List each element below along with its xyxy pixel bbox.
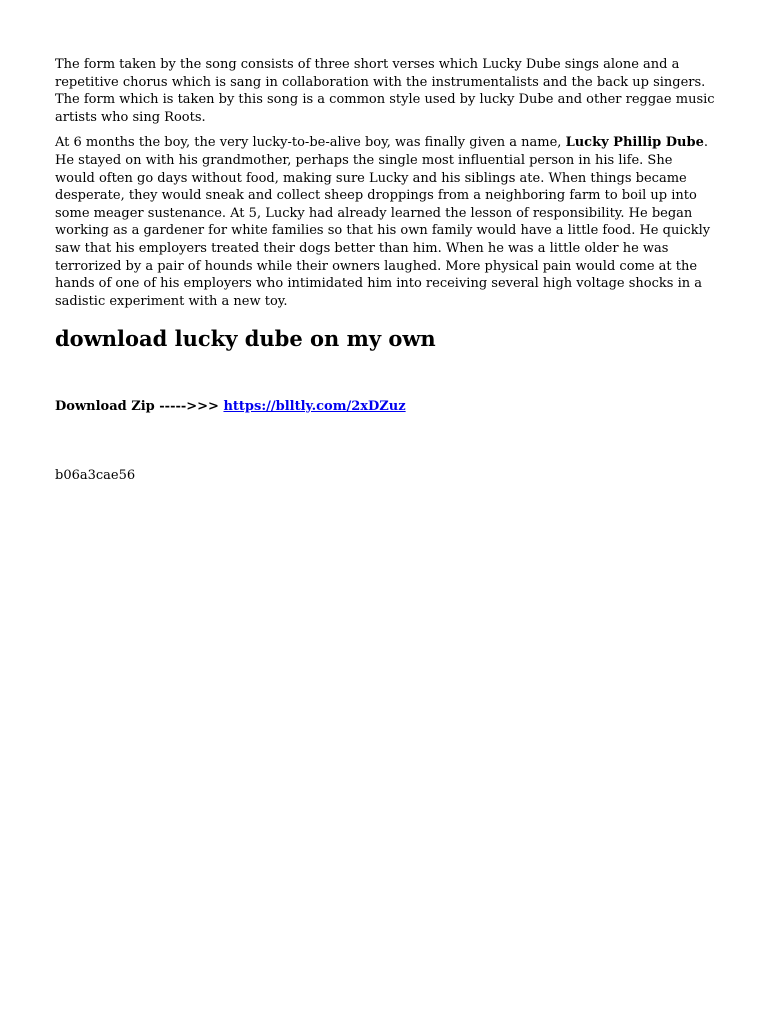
page-heading: download lucky dube on my own <box>55 326 436 352</box>
paragraph-biography-intro: At 6 months the boy, the very lucky-to-be-alive boy, was finally given a name, <box>55 135 566 151</box>
paragraph-song-form: The form taken by the song consists of three short verses which Lucky Dube sings alone and a repetitive chorus which is sang in collaboration with the instrumentalists and the back up singers. The form which is taken by this song is a common style used by lucky Dube and other reggae music artists who sing Roots. <box>55 57 715 125</box>
paragraph-biography <box>55 134 715 310</box>
download-label: Download Zip ----->>> <box>55 399 224 415</box>
download-line <box>55 398 715 416</box>
bold-name: Lucky Phillip Dube <box>565 135 704 151</box>
hash-text: b06a3cae56 <box>55 467 136 483</box>
document-body <box>55 56 715 485</box>
download-link[interactable]: https://blltly.com/2xDZuz <box>223 399 406 415</box>
paragraph-biography-rest: . He stayed on with his grandmother, perhaps the single most influential person in his life. She would often go days without food, making sure Lucky and his siblings ate. When things became desperate, they would sneak and collect sheep droppings from a neighboring farm to boil up into some meager sustenance. At 5, Lucky had already learned the lesson of responsibility. He began working as a gardener for white families so that his own family would have a little food. He quickly saw that his employers treated their dogs better than him. When he was a little older he was terrorized by a pair of hounds while their owners laughed. More physical pain would come at the hands of one of his employers who intimidated him into receiving several high voltage shocks in a sadistic experiment with a new toy. <box>55 135 711 309</box>
